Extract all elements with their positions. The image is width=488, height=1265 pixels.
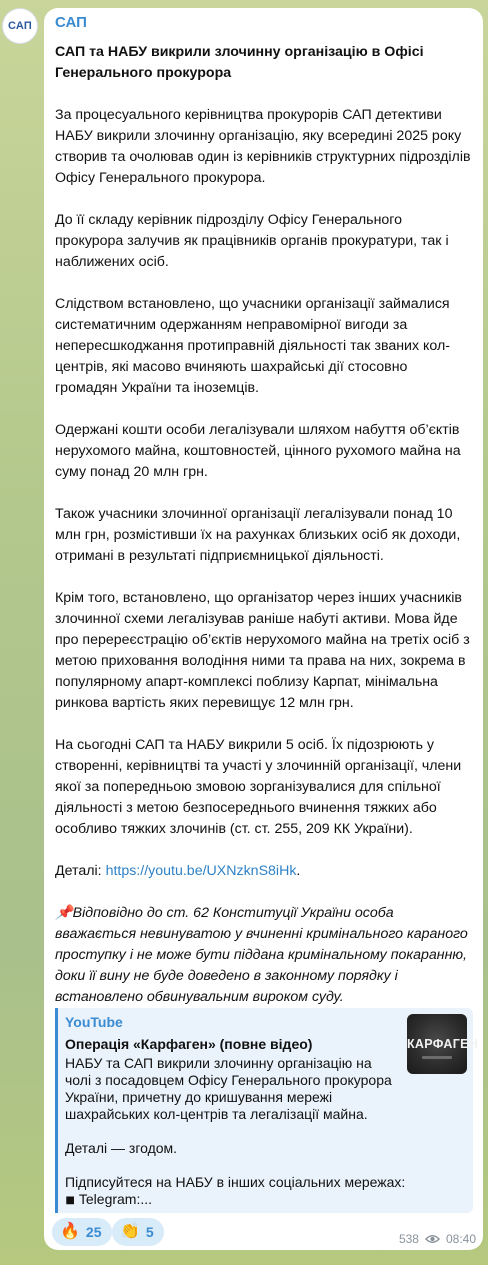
eye-icon bbox=[425, 1234, 440, 1244]
details-label: Деталі: bbox=[55, 863, 106, 879]
link-preview[interactable] bbox=[55, 1008, 479, 1213]
disclaimer-text: Відповідно до ст. 62 Конституції України особа вважається невинуватою у вчиненні кримінального караного проступку і не може бути піддана кримінальному покаранню, доки її вину не буде доведено в законному порядку і встановлено обвинувальним вироком суду. bbox=[55, 905, 468, 1005]
channel-name[interactable]: САП bbox=[55, 14, 87, 31]
post-paragraph-5: Також учасники злочинної організації легалізували понад 10 млн грн, розмістивши їх на рахунках близьких осіб як доходи, отримані в результаті підприємницької діяльності. bbox=[55, 506, 461, 564]
message-text bbox=[55, 42, 473, 1029]
reaction-clap[interactable] bbox=[112, 1218, 164, 1246]
post-paragraph-7: На сьогодні САП та НАБУ викрили 5 осіб. Їх підозрюють у створенні, керівництві та участі у злочинній організації, члени якої за попередньою змовою зорганізувалися для спільної діяльності з метою безпосереднього вчинення тяжких або особливо тяжких злочинів (ст. ст. 255, 209 КК України). bbox=[55, 737, 462, 837]
reaction-count: 25 bbox=[85, 1224, 102, 1240]
post-paragraph-3: Слідством встановлено, що учасники організації займалися систематичним одержанням неправомірної вигоди за непереcшкоджання протиправній діяльності так званих кол-центрів, які масово вчиняють шахрайські дії стосовно громадян України та іноземців. bbox=[55, 296, 450, 396]
pushpin-icon: 📌 bbox=[55, 905, 73, 921]
message-time: 08:40 bbox=[445, 1232, 476, 1246]
message-bubble bbox=[44, 8, 483, 1250]
details-suffix: . bbox=[296, 863, 301, 879]
preview-description bbox=[65, 1055, 463, 1208]
preview-site-name: YouTube bbox=[65, 1014, 123, 1030]
thumbnail-logo-strip bbox=[422, 1056, 452, 1059]
reaction-fire[interactable] bbox=[52, 1218, 112, 1246]
channel-avatar[interactable] bbox=[2, 8, 38, 44]
thumbnail-text: КАРФАГЕН bbox=[407, 1037, 479, 1051]
reaction-count: 5 bbox=[145, 1224, 154, 1240]
preview-desc-1: НАБУ та САП викрили злочинну організацію на чолі з посадовцем Офісу Генерального прокурора України, причетну до кришування мережі шахрайських кол-центрів та легалізації майна. bbox=[65, 1055, 392, 1122]
youtube-link[interactable]: https://youtu.be/UXNzknS8iHk bbox=[105, 863, 297, 879]
preview-desc-3: Підписуйтеся на НАБУ в інших соціальних мережах: bbox=[65, 1174, 406, 1190]
post-paragraph-4: Одержані кошти особи легалізували шляхом набуття об’єктів нерухомого майна, коштовностей, цінного рухомого майна на суму понад 20 млн грн. bbox=[55, 422, 461, 480]
message-meta bbox=[399, 1232, 476, 1246]
preview-thumbnail[interactable] bbox=[407, 1014, 479, 1074]
post-paragraph-2: До її складу керівник підрозділу Офісу Генерального прокурора залучив як працівників органів прокуратури, так і наближених осіб. bbox=[55, 212, 449, 270]
preview-desc-4: ◾ Telegram:... bbox=[65, 1191, 153, 1207]
view-count: 538 bbox=[398, 1232, 419, 1246]
avatar-text: САП bbox=[8, 20, 32, 32]
fire-icon: 🔥 bbox=[60, 1223, 80, 1240]
clapping-hands-icon: 👏 bbox=[120, 1223, 140, 1240]
post-details bbox=[55, 861, 473, 882]
preview-desc-2: Деталі — згодом. bbox=[65, 1140, 178, 1156]
post-title: САП та НАБУ викрили злочинну організацію в Офісі Генерального прокурора bbox=[55, 44, 424, 81]
preview-accent-bar bbox=[55, 1008, 58, 1213]
post-paragraph-1: За процесуального керівництва прокурорів САП детективи НАБУ викрили злочинну організацію, яку всередині 2025 року створив та очолював один із керівників структурних підрозділів Офісу Генерального прокурора. bbox=[55, 107, 471, 186]
post-paragraph-6: Крім того, встановлено, що організатор через інших учасників злочинної схеми легалізував раніше набуті активи. Мова йде про перереєстрацію об’єктів нерухомого майна на третіх осіб з метою приховання володіння ними та права на них, зокрема в популярному апарт-комплексі поблизу Карпат, мінімальна ринкова вартість яких перевищує 12 млн грн. bbox=[55, 590, 470, 711]
preview-title: Операція «Карфаген» (повне відео) bbox=[65, 1036, 313, 1052]
post-disclaimer bbox=[55, 903, 473, 1008]
